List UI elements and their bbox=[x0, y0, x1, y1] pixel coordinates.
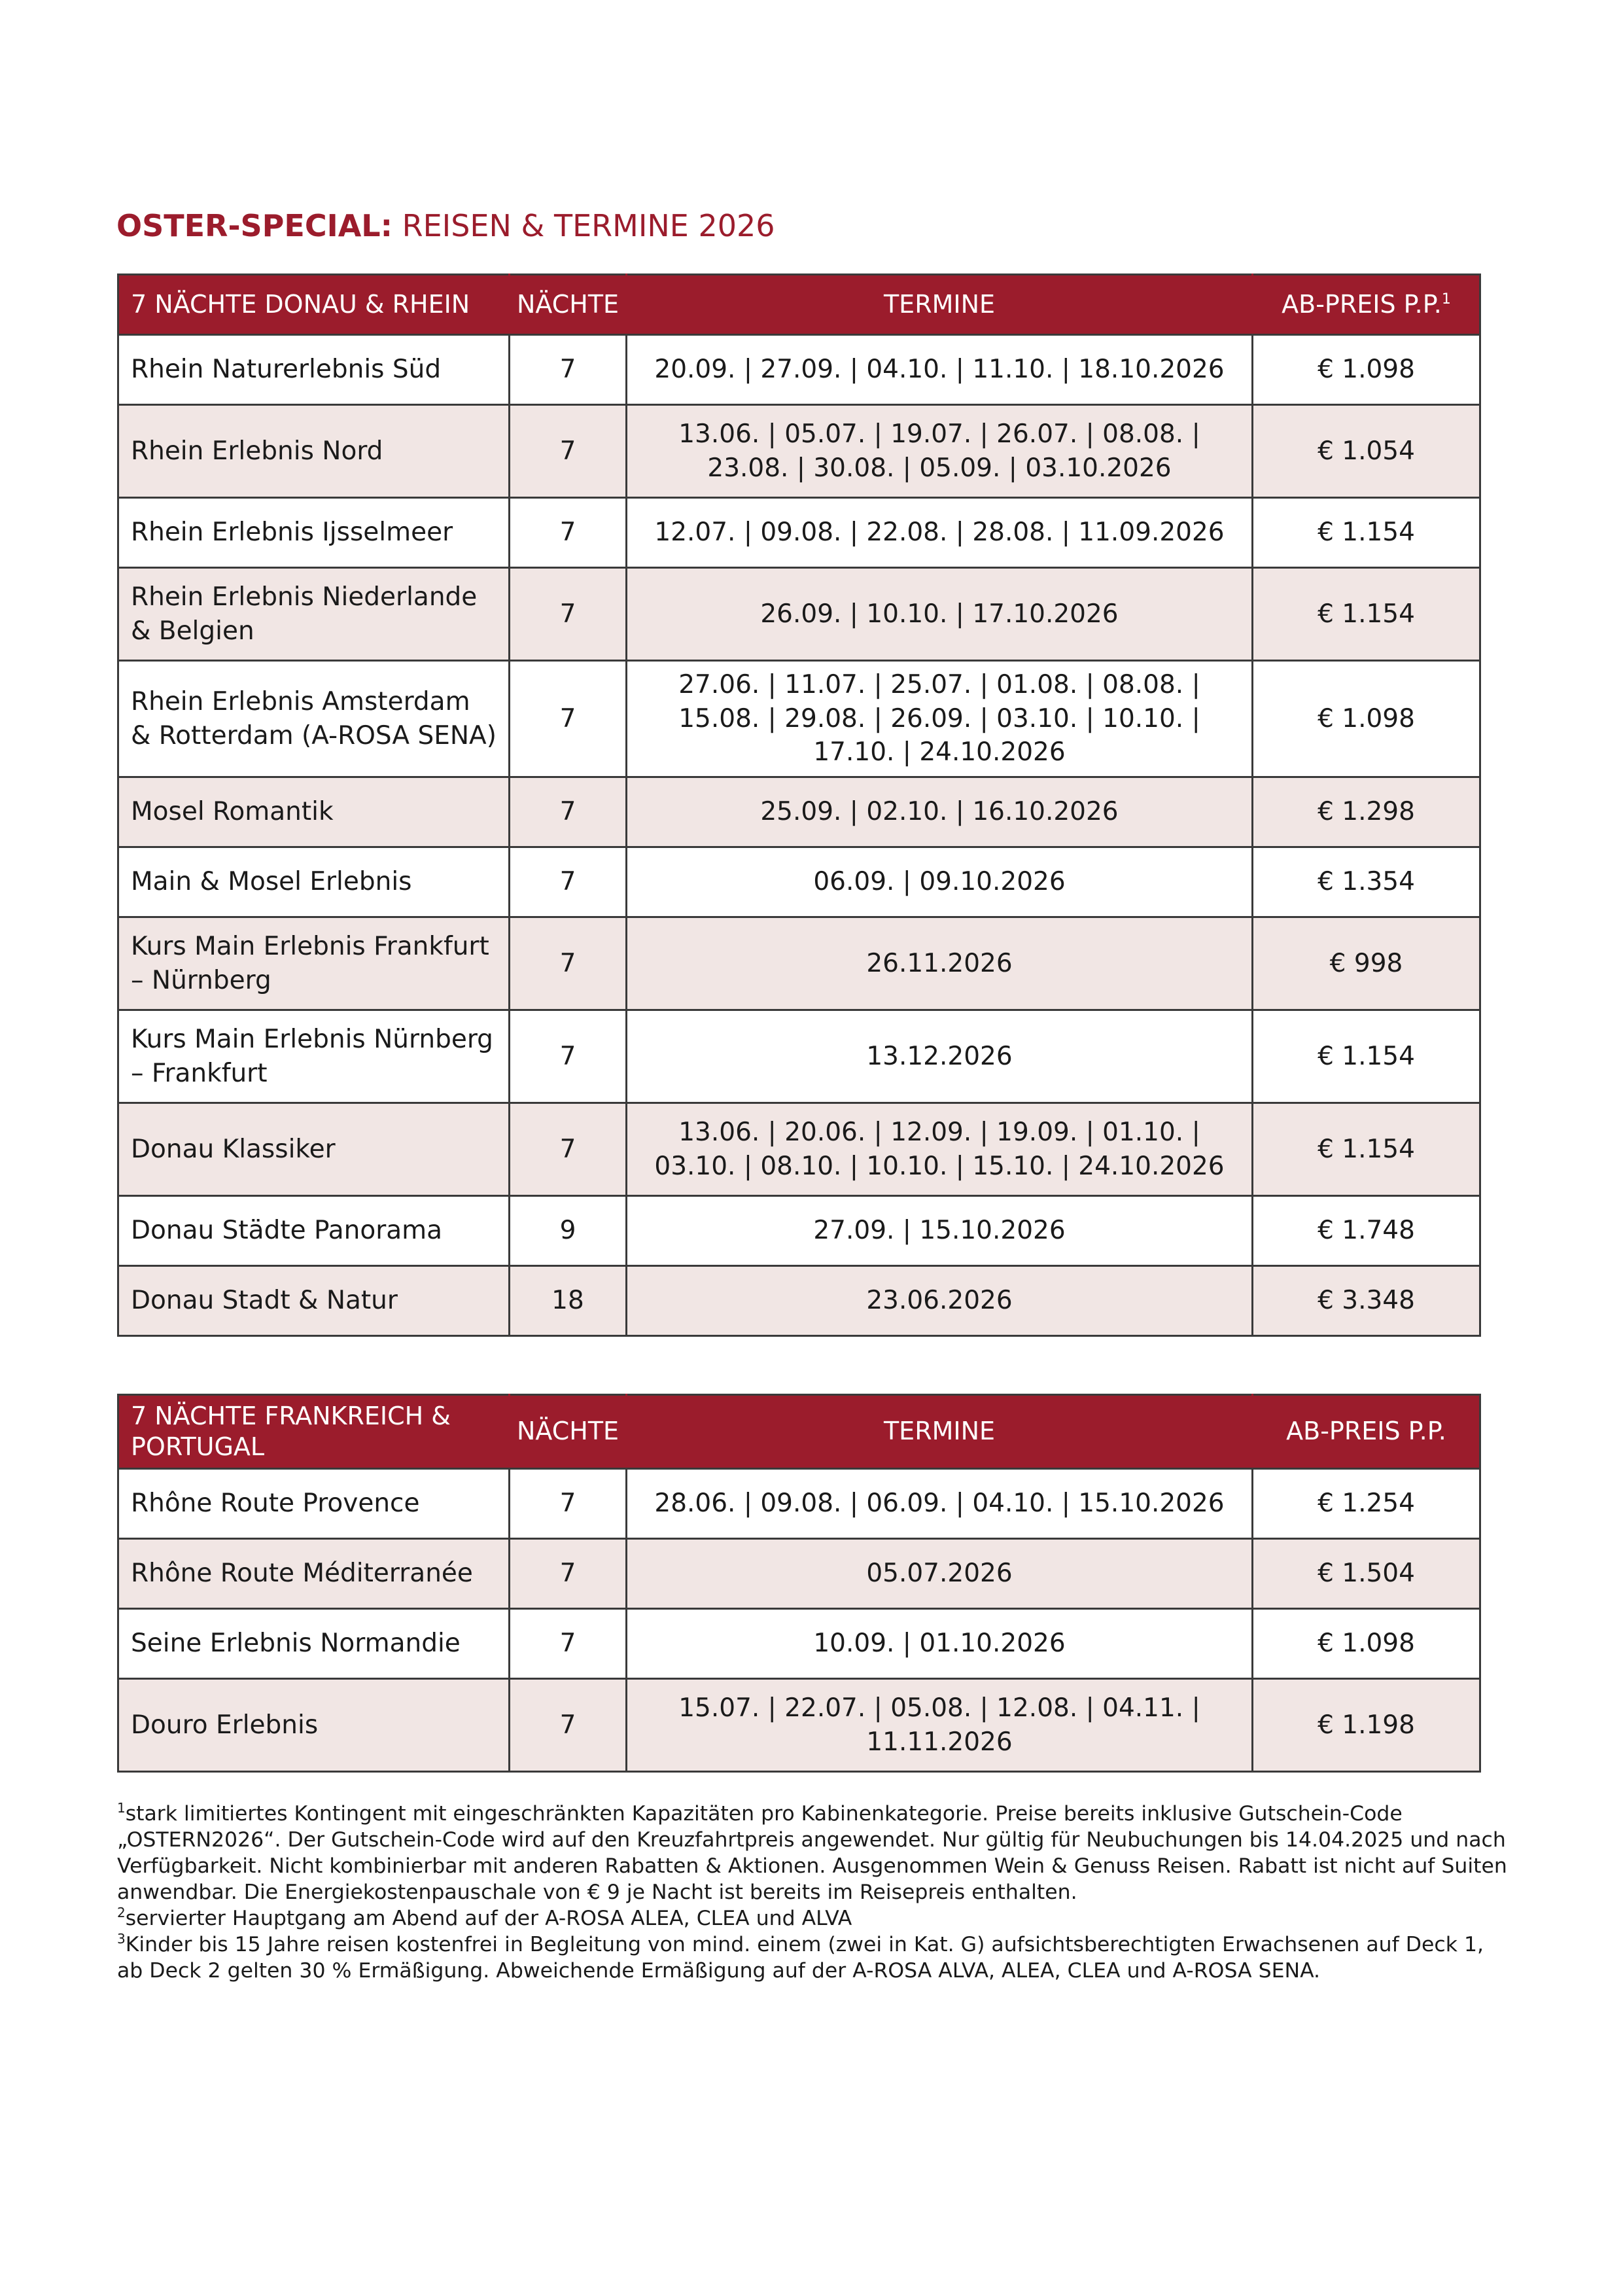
footnotes bbox=[117, 1801, 1510, 1984]
footnote-mark: 1 bbox=[117, 1800, 126, 1816]
trip-price: € 3.348 bbox=[1253, 1266, 1480, 1336]
trip-nights: 7 bbox=[510, 1103, 627, 1196]
trip-name: Main & Mosel Erlebnis bbox=[118, 847, 510, 917]
trip-price: € 1.098 bbox=[1253, 661, 1480, 777]
trip-name: Donau Stadt & Natur bbox=[118, 1266, 510, 1336]
table-row bbox=[118, 1266, 1480, 1336]
header-price-label: AB-PREIS P.P. bbox=[1282, 289, 1442, 319]
trip-dates: 23.06.2026 bbox=[627, 1266, 1253, 1336]
footnote-text: servierter Hauptgang am Abend auf der A-ROSA ALEA, CLEA und ALVA bbox=[125, 1907, 852, 1930]
trip-dates: 20.09. | 27.09. | 04.10. | 11.10. | 18.10.2026 bbox=[627, 335, 1253, 405]
trip-name: Donau Klassiker bbox=[118, 1103, 510, 1196]
trip-price: € 1.154 bbox=[1253, 568, 1480, 661]
trip-dates: 28.06. | 09.08. | 06.09. | 04.10. | 15.10.2026 bbox=[627, 1469, 1253, 1539]
footnote-text: stark limitiertes Kontingent mit eingeschränkten Kapazitäten pro Kabinenkategorie. Preise bereits inklusive Gutschein-Code „OSTERN2026“. Der Gutschein-Code wird auf den Kreuzfahrtpreis angewendet. Nur gültig für Neubuchungen bis 14.04.2025 und nach Verfügbarkeit. Nicht kombinierbar mit anderen Rabatten & Aktionen. Ausgenommen Wein & Genuss Reisen. Rabatt ist nicht auf Suiten anwendbar. Die Energiekostenpauschale von € 9 je Nacht ist bereits im Reisepreis enthalten. bbox=[117, 1802, 1507, 1904]
trip-dates: 06.09. | 09.10.2026 bbox=[627, 847, 1253, 917]
trip-name: Mosel Romantik bbox=[118, 777, 510, 847]
trip-price: € 1.748 bbox=[1253, 1196, 1480, 1266]
trip-price: € 1.098 bbox=[1253, 335, 1480, 405]
table-row bbox=[118, 917, 1480, 1010]
page-title-bold: OSTER-SPECIAL: bbox=[116, 208, 393, 243]
trip-nights: 7 bbox=[510, 1679, 627, 1772]
trip-price: € 1.154 bbox=[1253, 1010, 1480, 1103]
trip-dates: 27.09. | 15.10.2026 bbox=[627, 1196, 1253, 1266]
trips-table-donau-rhein bbox=[117, 274, 1481, 1337]
header-nights: NÄCHTE bbox=[510, 1395, 627, 1469]
trip-name: Douro Erlebnis bbox=[118, 1679, 510, 1772]
trip-nights: 7 bbox=[510, 1539, 627, 1609]
trip-price: € 1.154 bbox=[1253, 498, 1480, 568]
page-title bbox=[116, 208, 775, 243]
trip-price: € 1.198 bbox=[1253, 1679, 1480, 1772]
footnote-3 bbox=[117, 1932, 1510, 1984]
table-row bbox=[118, 1539, 1480, 1609]
trip-dates: 13.06. | 05.07. | 19.07. | 26.07. | 08.08. | 23.08. | 30.08. | 05.09. | 03.10.2026 bbox=[627, 405, 1253, 498]
trip-price: € 1.504 bbox=[1253, 1539, 1480, 1609]
trip-dates: 26.09. | 10.10. | 17.10.2026 bbox=[627, 568, 1253, 661]
trip-price: € 1.298 bbox=[1253, 777, 1480, 847]
trip-name: Rhein Erlebnis Niederlande & Belgien bbox=[118, 568, 510, 661]
trip-dates: 26.11.2026 bbox=[627, 917, 1253, 1010]
trip-dates: 13.06. | 20.06. | 12.09. | 19.09. | 01.10. | 03.10. | 08.10. | 10.10. | 15.10. | 24.10.2026 bbox=[627, 1103, 1253, 1196]
table-row bbox=[118, 1609, 1480, 1679]
footnote-mark: 2 bbox=[117, 1905, 126, 1920]
header-trip: 7 NÄCHTE FRANKREICH & PORTUGAL bbox=[118, 1395, 510, 1469]
header-dates: TERMINE bbox=[627, 275, 1253, 335]
trip-price: € 1.054 bbox=[1253, 405, 1480, 498]
table-row bbox=[118, 777, 1480, 847]
trip-nights: 7 bbox=[510, 335, 627, 405]
trip-nights: 7 bbox=[510, 1469, 627, 1539]
table-row bbox=[118, 847, 1480, 917]
table-row bbox=[118, 568, 1480, 661]
trip-nights: 7 bbox=[510, 498, 627, 568]
table-row bbox=[118, 1196, 1480, 1266]
trip-nights: 7 bbox=[510, 405, 627, 498]
table-row bbox=[118, 498, 1480, 568]
header-trip: 7 NÄCHTE DONAU & RHEIN bbox=[118, 275, 510, 335]
header-price bbox=[1253, 275, 1480, 335]
trip-name: Rhein Naturerlebnis Süd bbox=[118, 335, 510, 405]
trip-name: Kurs Main Erlebnis Nürnberg – Frankfurt bbox=[118, 1010, 510, 1103]
trip-nights: 7 bbox=[510, 847, 627, 917]
trip-price: € 1.354 bbox=[1253, 847, 1480, 917]
trip-dates: 13.12.2026 bbox=[627, 1010, 1253, 1103]
trips-table-frankreich-portugal bbox=[117, 1394, 1481, 1773]
trip-name: Rhône Route Méditerranée bbox=[118, 1539, 510, 1609]
table-row bbox=[118, 405, 1480, 498]
trip-price: € 998 bbox=[1253, 917, 1480, 1010]
trip-dates: 15.07. | 22.07. | 05.08. | 12.08. | 04.11. | 11.11.2026 bbox=[627, 1679, 1253, 1772]
table-row bbox=[118, 661, 1480, 777]
trip-name: Rhein Erlebnis Nord bbox=[118, 405, 510, 498]
trip-nights: 7 bbox=[510, 917, 627, 1010]
trip-name: Kurs Main Erlebnis Frankfurt – Nürnberg bbox=[118, 917, 510, 1010]
trip-dates: 12.07. | 09.08. | 22.08. | 28.08. | 11.09.2026 bbox=[627, 498, 1253, 568]
trip-nights: 18 bbox=[510, 1266, 627, 1336]
page-title-rest: REISEN & TERMINE 2026 bbox=[402, 208, 775, 243]
table-row bbox=[118, 1469, 1480, 1539]
header-dates: TERMINE bbox=[627, 1395, 1253, 1469]
header-nights: NÄCHTE bbox=[510, 275, 627, 335]
trip-name: Rhône Route Provence bbox=[118, 1469, 510, 1539]
trip-nights: 7 bbox=[510, 1010, 627, 1103]
trip-nights: 7 bbox=[510, 777, 627, 847]
table-row bbox=[118, 1010, 1480, 1103]
trip-nights: 7 bbox=[510, 1609, 627, 1679]
table-row bbox=[118, 1679, 1480, 1772]
table-row bbox=[118, 335, 1480, 405]
table-header-row bbox=[118, 275, 1480, 335]
footnote-marker: 1 bbox=[1441, 291, 1451, 308]
trip-dates: 27.06. | 11.07. | 25.07. | 01.08. | 08.08. | 15.08. | 29.08. | 26.09. | 03.10. | 10.10. | 17.10. | 24.10.2026 bbox=[627, 661, 1253, 777]
table-row bbox=[118, 1103, 1480, 1196]
trip-nights: 9 bbox=[510, 1196, 627, 1266]
trip-name: Rhein Erlebnis Amsterdam & Rotterdam (A-ROSA SENA) bbox=[118, 661, 510, 777]
table-header-row bbox=[118, 1395, 1480, 1469]
footnote-mark: 3 bbox=[117, 1931, 126, 1947]
trip-name: Donau Städte Panorama bbox=[118, 1196, 510, 1266]
trip-name: Rhein Erlebnis Ijsselmeer bbox=[118, 498, 510, 568]
footnote-1 bbox=[117, 1801, 1510, 1905]
trip-price: € 1.098 bbox=[1253, 1609, 1480, 1679]
trip-nights: 7 bbox=[510, 661, 627, 777]
trip-dates: 25.09. | 02.10. | 16.10.2026 bbox=[627, 777, 1253, 847]
trip-dates: 05.07.2026 bbox=[627, 1539, 1253, 1609]
footnote-2 bbox=[117, 1905, 1510, 1932]
trip-name: Seine Erlebnis Normandie bbox=[118, 1609, 510, 1679]
trip-dates: 10.09. | 01.10.2026 bbox=[627, 1609, 1253, 1679]
trip-price: € 1.254 bbox=[1253, 1469, 1480, 1539]
trip-nights: 7 bbox=[510, 568, 627, 661]
footnote-text: Kinder bis 15 Jahre reisen kostenfrei in Begleitung von mind. einem (zwei in Kat. G) aufsichtsberechtigten Erwachsenen auf Deck 1, ab Deck 2 gelten 30 % Ermäßigung. Abweichende Ermäßigung auf der A-ROSA ALVA, ALEA, CLEA und A-ROSA SENA. bbox=[117, 1933, 1484, 1983]
header-price: AB-PREIS P.P. bbox=[1253, 1395, 1480, 1469]
trip-price: € 1.154 bbox=[1253, 1103, 1480, 1196]
